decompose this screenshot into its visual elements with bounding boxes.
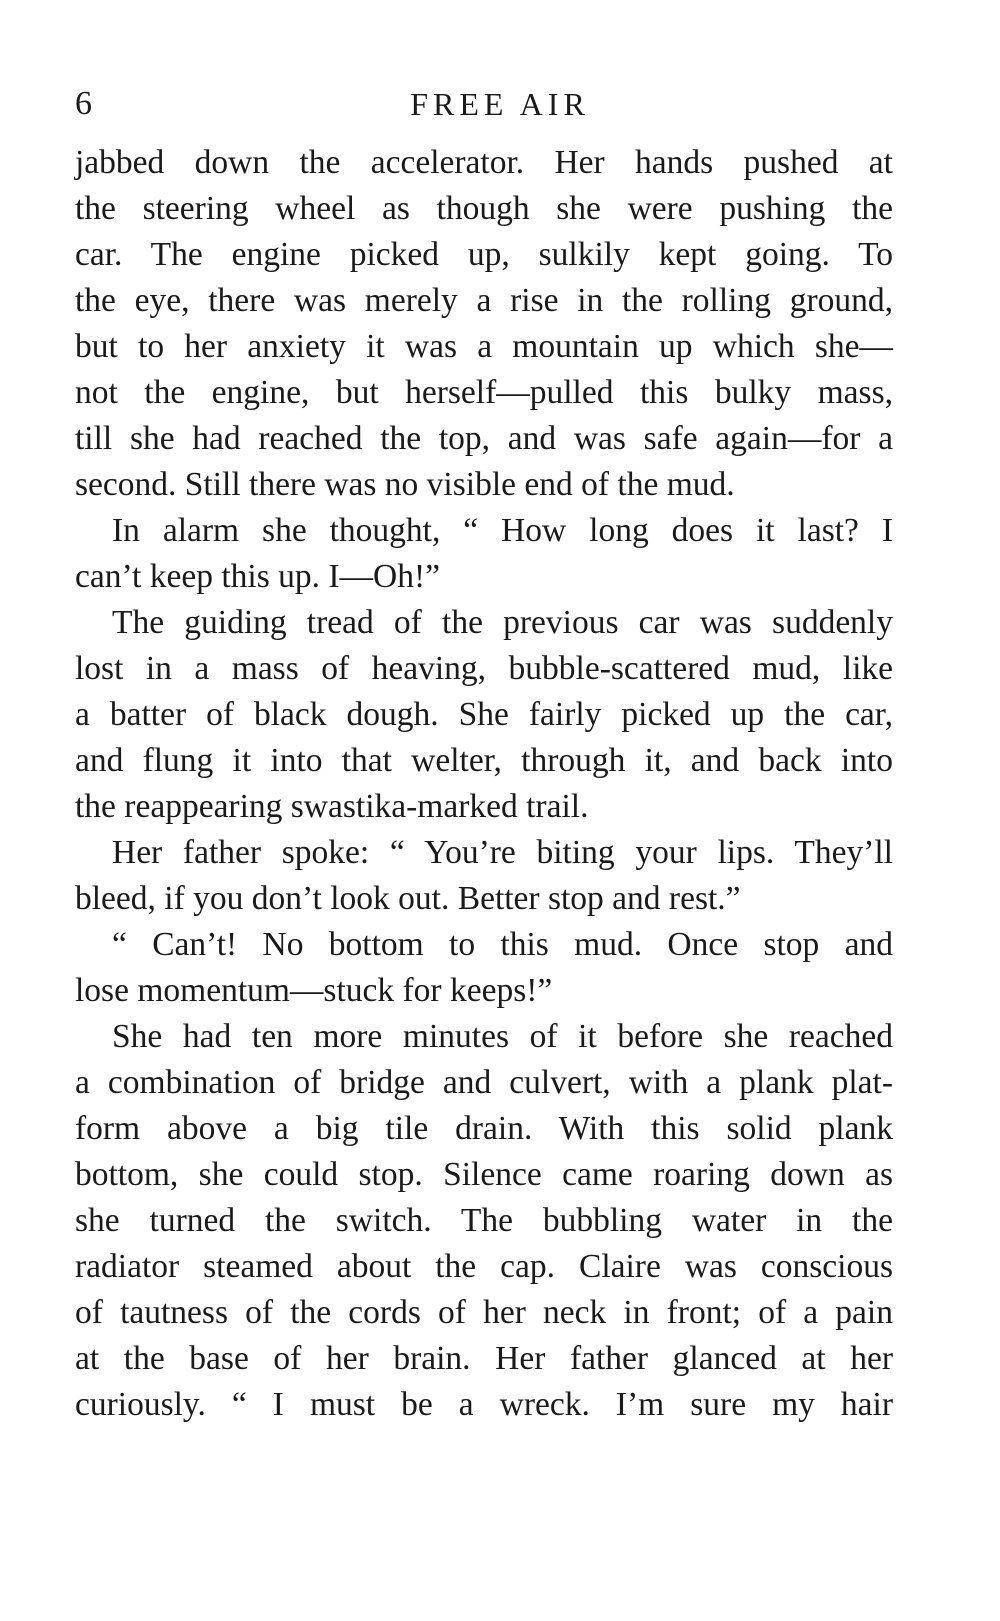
text-line: She had ten more minutes of it before she reached	[112, 1018, 893, 1055]
text-line: bleed, if you don’t look out. Better stop and rest.”	[75, 880, 741, 917]
text-line: curiously. “ I must be a wreck. I’m sure my hair	[75, 1386, 893, 1423]
text-line: till she had reached the top, and was safe again—for a	[75, 420, 893, 457]
text-line: lost in a mass of heaving, bubble-scattered mud, like	[75, 650, 893, 687]
text-line: and flung it into that welter, through it, and back into	[75, 742, 893, 779]
text-line: lose momentum—stuck for keeps!”	[75, 972, 553, 1009]
text-line: the steering wheel as though she were pushing the	[75, 190, 893, 227]
text-line: form above a big tile drain. With this solid plank	[75, 1110, 893, 1147]
text-line: jabbed down the accelerator. Her hands pushed at	[75, 144, 893, 181]
text-line: car. The engine picked up, sulkily kept going. To	[75, 236, 893, 273]
text-line: second. Still there was no visible end of the mud.	[75, 466, 735, 503]
text-line: of tautness of the cords of her neck in front; of a pain	[75, 1294, 893, 1331]
text-line: The guiding tread of the previous car was suddenly	[112, 604, 893, 641]
text-line: not the engine, but herself—pulled this bulky mass,	[75, 374, 893, 411]
text-line: Her father spoke: “ You’re biting your lips. They’ll	[112, 834, 893, 871]
text-line: a batter of black dough. She fairly picked up the car,	[75, 696, 893, 733]
text-line: at the base of her brain. Her father glanced at her	[75, 1340, 893, 1377]
body-text	[75, 140, 893, 1428]
text-line: the eye, there was merely a rise in the rolling ground,	[75, 282, 893, 319]
text-line: but to her anxiety it was a mountain up which she—	[75, 328, 893, 365]
text-line: “ Can’t! No bottom to this mud. Once stop and	[112, 926, 893, 963]
text-line: she turned the switch. The bubbling water in the	[75, 1202, 893, 1239]
running-title: FREE AIR	[410, 86, 590, 122]
text-line: a combination of bridge and culvert, with a plank plat-	[75, 1064, 893, 1101]
text-line: can’t keep this up. I—Oh!”	[75, 558, 440, 595]
text-line: radiator steamed about the cap. Claire was conscious	[75, 1248, 893, 1285]
text-line: bottom, she could stop. Silence came roaring down as	[75, 1156, 893, 1193]
text-line: the reappearing swastika-marked trail.	[75, 788, 589, 825]
page-number: 6	[75, 85, 92, 122]
page-header	[75, 82, 895, 126]
text-line: In alarm she thought, “ How long does it last? I	[112, 512, 893, 549]
